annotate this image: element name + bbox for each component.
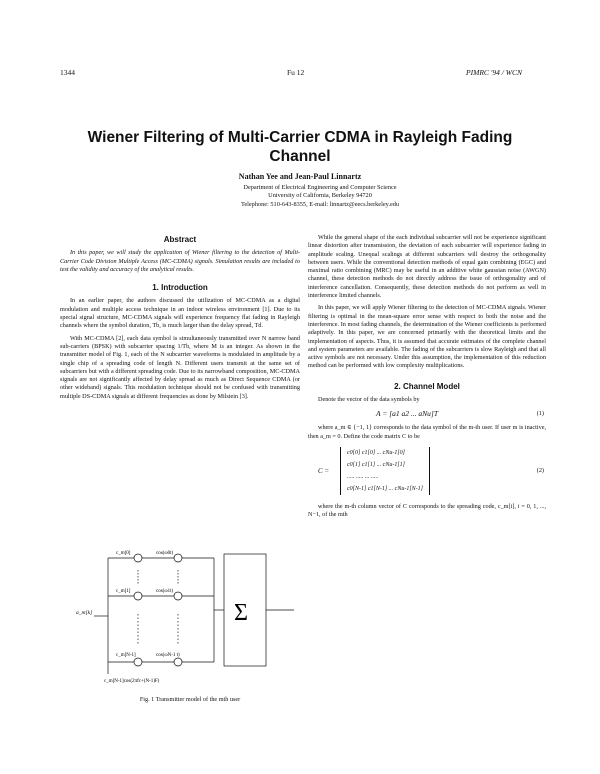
equation-1 (308, 408, 546, 424)
right-paragraph-2: In this paper, we will apply Wiener filtering to the detection of MC-CDMA signals. Wiener filtering is optimal in the mean-square error sense with respect to both the noise and the interference. In most fading channels, the determination of the Wiener coefficients is performed adaptively. In this paper, we are concerned primarily with the theoretical limits and the implementation of aspects. Thus, it is assumed that accurate estimates of the complete channel and system parameters are available. The fading of the subcarriers is slow Rayleigh and that all active symbols are not necessary. Under this assumption, the implementation of this reduction method can be performed with low complexity multiplications. (308, 304, 546, 370)
matrix-row-3: ..... ..... ... ..... (347, 473, 379, 480)
affiliation-univ: University of California, Berkeley 94720 (268, 192, 372, 200)
authors: Nathan Yee and Jean-Paul Linnartz (238, 172, 362, 181)
affiliation-contact: Telephone: 510-643-8355, E-mail: linnartz@eecs.berkeley.edu (240, 200, 400, 208)
transmitter-diagram (74, 544, 298, 686)
carrier-0-label: cos(ω0t) (156, 551, 174, 556)
right-column (308, 234, 546, 524)
left-column (60, 234, 300, 405)
input-label: a_m[k] (76, 610, 93, 616)
last-branch-label: c_m[N-1]cos(2πfc+(N-1)F) (104, 679, 160, 684)
right-paragraph-1: While the general shape of the each individual subcarrier will not be experience significant linear distortion after transmission, the deviation of each subcarrier will experience fading in amplitude scaling. Unequal scalings at different subcarriers will destroy the orthogonality between users. While the conventional detection methods of equal gain combining (EGC) and maximal ratio combining (MRC) may be useful in an additive white gaussian noise (AWGN) channel, these detection methods do not directly address the issue of orthogonality and of interference cancellation. Consequently, these detection methods do not perform as well in interference limited channels. (308, 234, 546, 300)
code-chip-1-label: c_m[1] (116, 589, 131, 594)
figure-caption: Fig. 1 Transmitter model of the mth user (139, 696, 241, 703)
abstract-text: In this paper, we will study the application of Wiener filtering to the detection of Multi-Carrier Code Division Multiple Access (MC-CDMA) signals. Simulation results are included to test the validity and accuracy of the analytical results. (60, 249, 300, 273)
equation-2-number: (2) (536, 466, 544, 474)
code-chip-last-label: c_m[N-1] (116, 653, 136, 658)
right-paragraph-3: Denote the vector of the data symbols by (318, 396, 420, 404)
code-chip-0-label: c_m[0] (116, 551, 131, 556)
carrier-1-label: cos(ω1t) (156, 589, 174, 594)
session-label: Fu 12 (287, 68, 305, 77)
equation-2 (308, 445, 546, 499)
carrier-last-label: cos(ωN-1 t) (156, 653, 180, 658)
intro-paragraph-2: With MC-CDMA [2], each data symbol is simultaneously transmitted over N narrow band sub-carriers (BPSK) with subcarrier spacing 1/Tb, where M is an integer. As shown in the transmitter model of Fig. 1, each of the N subcarrier waveforms is modulated in amplitude by a single chip of a spreading code of length N. Different users transmit at the same set of subcarriers but with a different spreading code. Due to its narrowband composition, MC-CDMA signals are not significantly affected by delay spread as much as Direct Sequence CDMA (or other wideband) signals. This modulation technique should not be confused with transmitting multiple DS-CDMA signals at different frequencies as done by Milstein [3]. (60, 334, 300, 400)
abstract-heading: Abstract (163, 235, 197, 244)
equation-1-number: (1) (536, 410, 544, 418)
summation-symbol: Σ (234, 600, 248, 626)
right-paragraph-5: where the m-th column vector of C corresponds to the spreading code, c_m[i], i = 0, 1, ..., N−1, of the mth (308, 502, 546, 519)
channel-model-heading: 2. Channel Model (394, 381, 460, 391)
matrix-label: C = (318, 466, 330, 475)
code-matrix (340, 447, 430, 495)
paper-title: Wiener Filtering of Multi-Carrier CDMA in Rayleigh Fading Channel (87, 129, 513, 165)
matrix-row-1: c0[0] c1[0] ... cNu-1[0] (347, 449, 405, 456)
conference-label: PIMRC '94 / WCN (466, 68, 522, 77)
intro-paragraph-1: In an earlier paper, the authors discussed the utilization of MC-CDMA as a digital modulation and multiple access technique in an indoor wireless environment [1]. Due to its special signal structure, MC-CDMA signals will experience frequency flat fading in Rayleigh channels where the symbol duration, Tb, is much larger than the delay spread, Td. (60, 297, 300, 330)
right-paragraph-4: where a_m ∈ {−1, 1} corresponds to the data symbol of the m-th user. If user m is inactive, then a_m = 0. Define the code matrix C to be (308, 424, 546, 440)
matrix-row-2: c0[1] c1[1] ... cNu-1[1] (347, 461, 405, 468)
affiliation-dept: Department of Electrical Engineering and Computer Science (243, 184, 397, 191)
equation-1-body: A = [a1 a2 ... aNu]T (376, 409, 439, 419)
affiliation (140, 184, 500, 209)
page-number: 1344 (60, 68, 75, 77)
matrix-row-4: c0[N-1] c1[N-1] ... cNu-1[N-1] (347, 485, 423, 492)
intro-heading: 1. Introduction (152, 283, 208, 293)
